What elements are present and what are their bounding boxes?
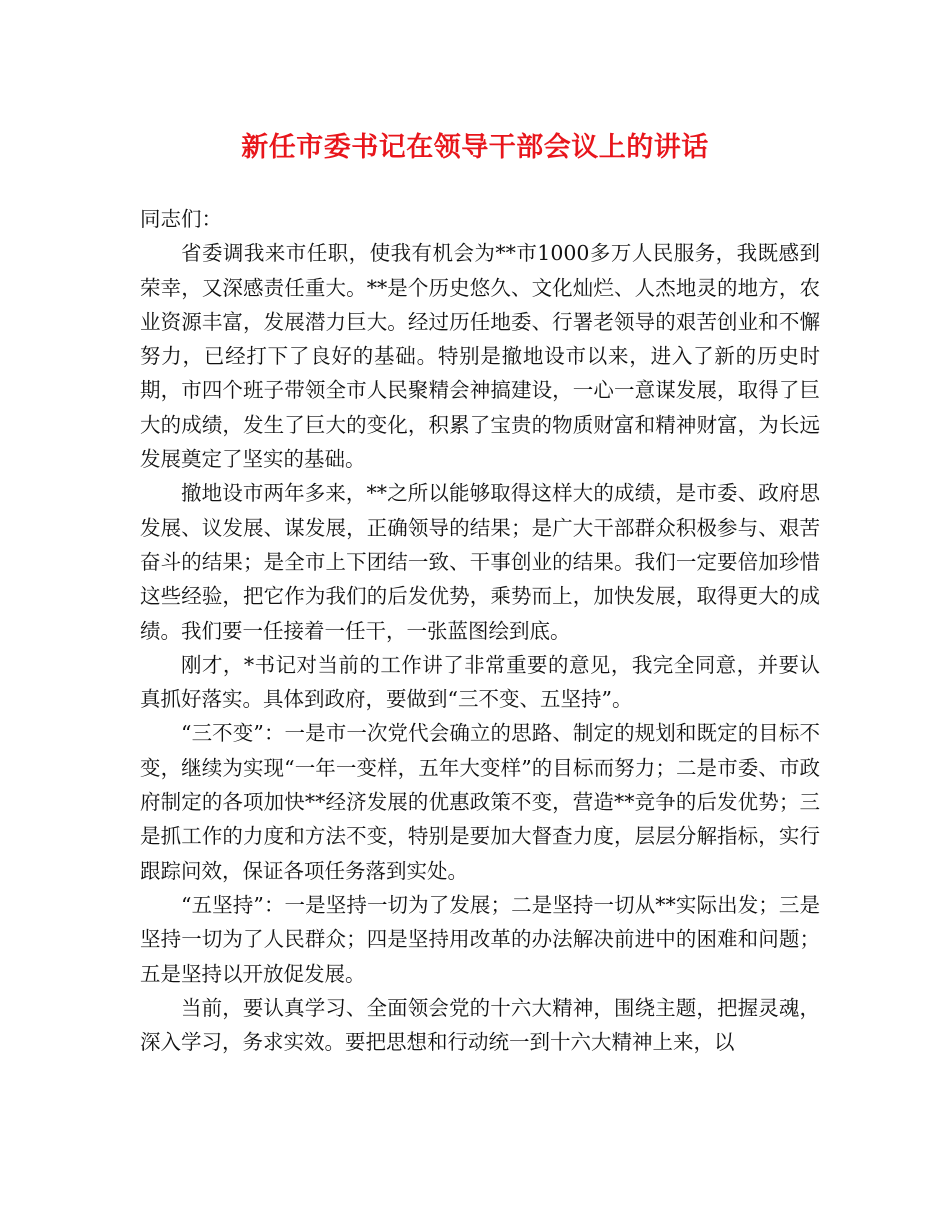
paragraph-appointment: 省委调我来市任职，使我有机会为**市1000多万人民服务，我既感到荣幸，又深感责任重大。**是个历史悠久、文化灿烂、人杰地灵的地方，农业资源丰富，发展潜力巨大。经过历任地委、行署老领导的艰苦创业和不懈努力，已经打下了良好的基础。特别是撤地设市以来，进入了新的历史时期，市四个班子带领全市人民聚精会神搞建设，一心一意谋发展，取得了巨大的成绩，发生了巨大的变化，积累了宝贵的物质财富和精神财富，为长远发展奠定了坚实的基础。 [140,241,820,472]
paragraph-three-unchanged: “三不变”：一是市一次党代会确立的思路、制定的规划和既定的目标不变，继续为实现“一年一变样，五年大变样”的目标而努力；二是市委、市政府制定的各项加快**经济发展的优惠政策不变，营造**竞争的后发优势；三是抓工作的力度和方法不变，特别是要加大督查力度，层层分解指标，实行跟踪问效，保证各项任务落到实处。 [140,721,820,883]
paragraph-achievements: 撤地设市两年多来，**之所以能够取得这样大的成绩，是市委、政府思发展、议发展、谋发展，正确领导的结果；是广大干部群众积极参与、艰苦奋斗的结果；是全市上下团结一致、干事创业的结果。我们一定要倍加珍惜这些经验，把它作为我们的后发优势，乘势而上，加快发展，取得更大的成绩。我们要一任接着一任干，一张蓝图绘到底。 [140,481,820,643]
paragraph-agreement: 刚才，*书记对当前的工作讲了非常重要的意见，我完全同意，并要认真抓好落实。具体到政府，要做到“三不变、五坚持”。 [140,652,820,712]
paragraph-five-persist: “五坚持”：一是坚持一切为了发展；二是坚持一切从**实际出发；三是坚持一切为了人民群众；四是坚持用改革的办法解决前进中的困难和问题；五是坚持以开放促发展。 [140,892,820,986]
document-body [140,202,820,1059]
paragraph-current-study: 当前，要认真学习、全面领会党的十六大精神，围绕主题，把握灵魂，深入学习，务求实效。要把思想和行动统一到十六大精神上来，以 [140,995,820,1055]
salutation: 同志们： [140,207,222,231]
document-title: 新任市委书记在领导干部会议上的讲话 [241,132,709,163]
